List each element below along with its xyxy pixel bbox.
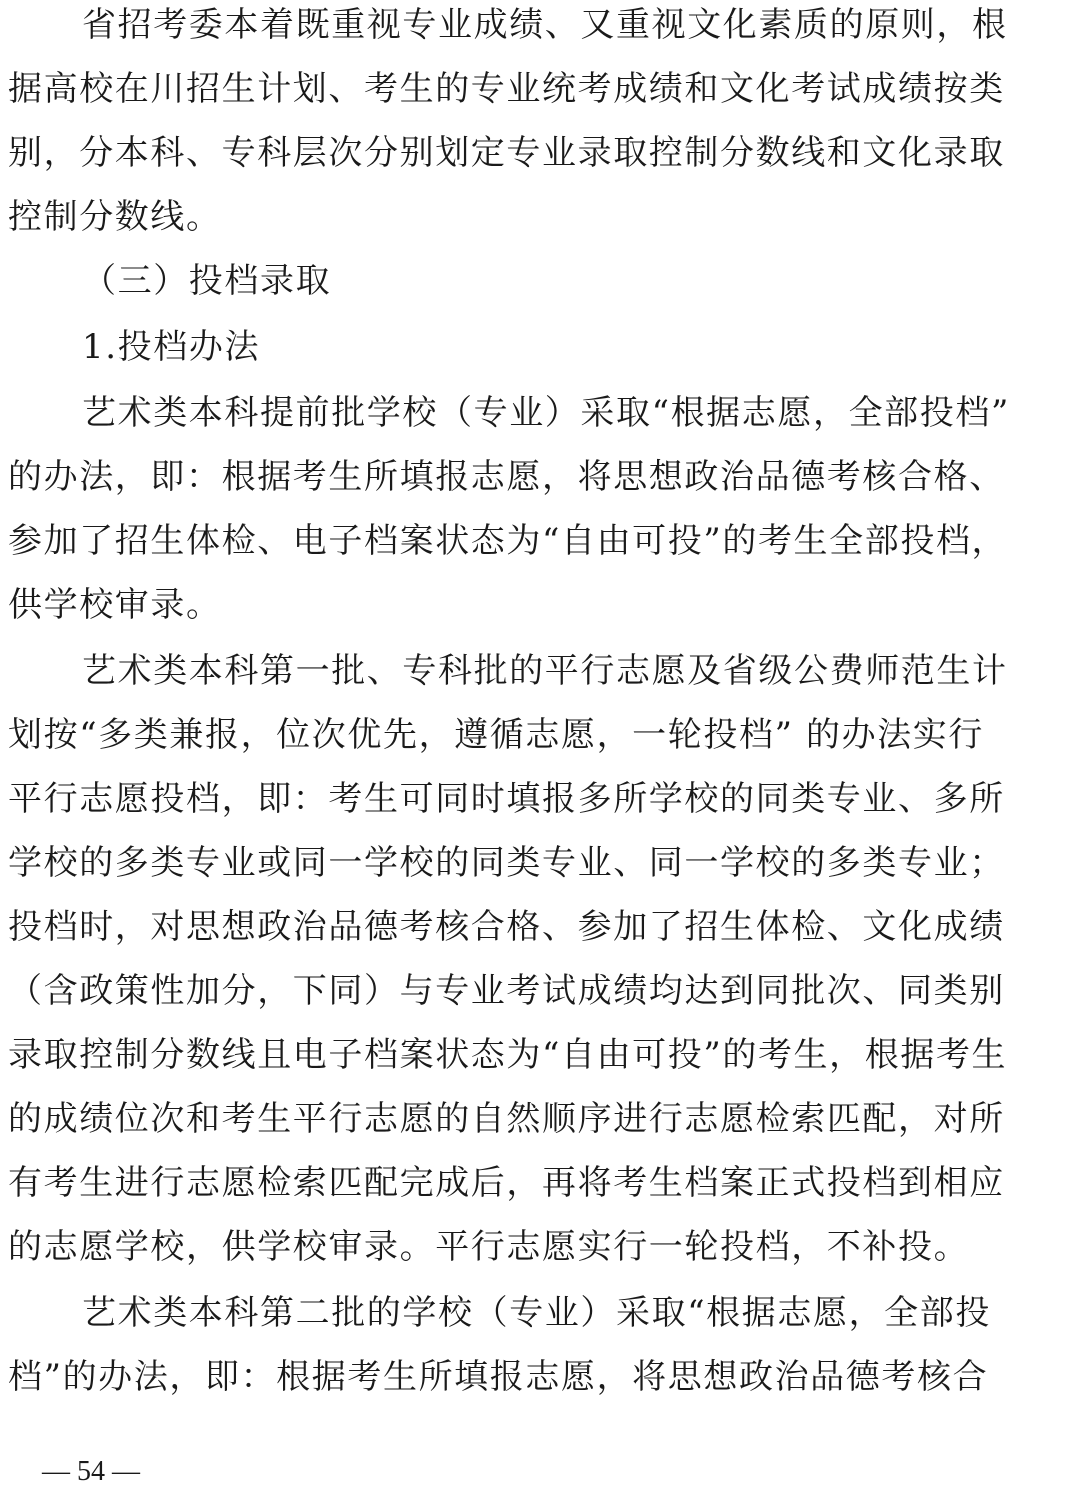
- paragraph-line: 有考生进行志愿检索匹配完成后，再将考生档案正式投档到相应: [8, 1163, 1005, 1203]
- paragraph-line: 学校的多类专业或同一学校的同类专业、同一学校的多类专业；: [8, 843, 1005, 883]
- paragraph-line: 的成绩位次和考生平行志愿的自然顺序进行志愿检索匹配，对所: [8, 1099, 1005, 1139]
- paragraph-line: 划按“多类兼报，位次优先，遵循志愿，一轮投档” 的办法实行: [8, 715, 984, 755]
- paragraph-line: 录取控制分数线且电子档案状态为“自由可投”的考生，根据考生: [8, 1035, 1008, 1075]
- paragraph-line: 的志愿学校，供学校审录。平行志愿实行一轮投档，不补投。: [8, 1227, 970, 1267]
- page-number: — 54 —: [42, 1456, 140, 1487]
- paragraph-line: 投档时，对思想政治品德考核合格、参加了招生体检、文化成绩: [8, 907, 1005, 947]
- paragraph-line: 据高校在川招生计划、考生的专业统考成绩和文化考试成绩按类: [8, 69, 1005, 109]
- paragraph-line: 平行志愿投档，即：考生可同时填报多所学校的同类专业、多所: [8, 779, 1005, 819]
- paragraph-line: 的办法，即：根据考生所填报志愿，将思想政治品德考核合格、: [8, 457, 1005, 497]
- paragraph-line: 艺术类本科第二批的学校（专业）采取“根据志愿，全部投: [82, 1293, 991, 1333]
- paragraph-line: 档”的办法，即：根据考生所填报志愿，将思想政治品德考核合: [8, 1357, 989, 1397]
- paragraph-line: 供学校审录。: [8, 585, 222, 625]
- paragraph-line: 别，分本科、专科层次分别划定专业录取控制分数线和文化录取: [8, 133, 1005, 173]
- paragraph-line: （含政策性加分，下同）与专业考试成绩均达到同批次、同类别: [8, 971, 1005, 1011]
- paragraph-line: 参加了招生体检、电子档案状态为“自由可投”的考生全部投档，: [8, 521, 1008, 561]
- paragraph-line: 艺术类本科第一批、专科批的平行志愿及省级公费师范生计: [82, 651, 1008, 691]
- paragraph-line: 控制分数线。: [8, 197, 222, 237]
- subsection-heading: 1.投档办法: [82, 327, 261, 367]
- section-heading: （三）投档录取: [82, 261, 332, 301]
- paragraph-line: 省招考委本着既重视专业成绩、又重视文化素质的原则，根: [82, 5, 1008, 45]
- paragraph-line: 艺术类本科提前批学校（专业）采取“根据志愿，全部投档”: [82, 393, 1010, 433]
